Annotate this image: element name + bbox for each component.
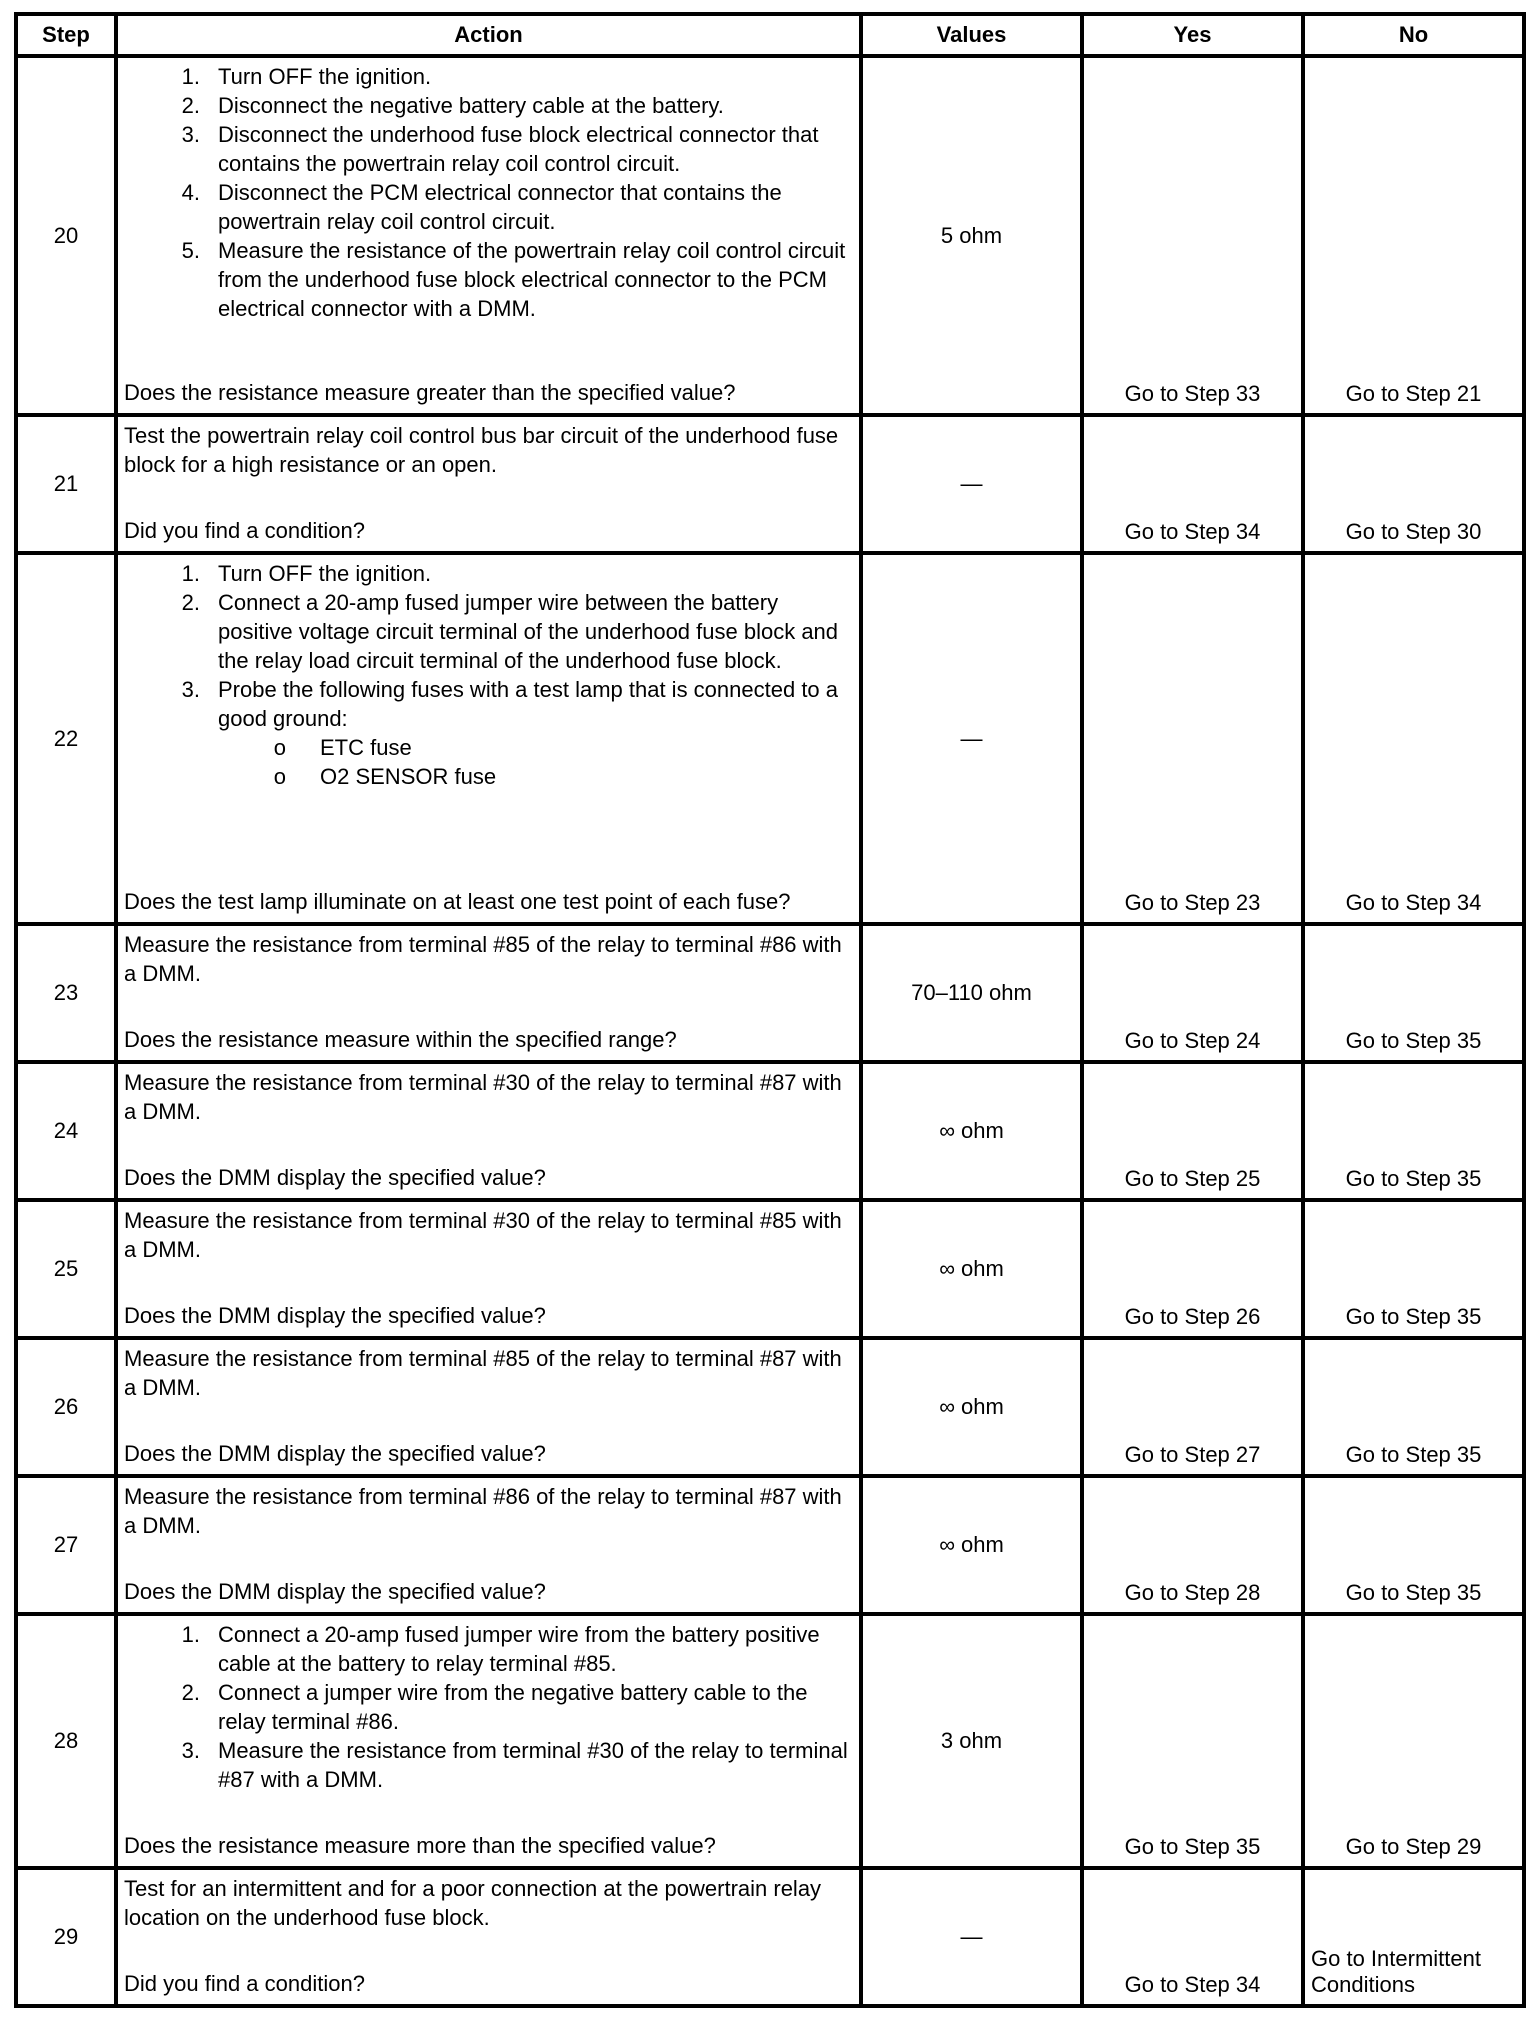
action-step: 1. Turn OFF the ignition.: [181, 561, 432, 586]
no-cell: Go to Step 34: [1303, 553, 1524, 924]
action-question: Does the test lamp illuminate on at least one test point of each fuse?: [124, 889, 791, 914]
value-cell: 70–110 ohm: [861, 924, 1082, 1062]
table-row: [16, 553, 1524, 924]
action-step: 3. Disconnect the underhood fuse block electrical connector that contains the powertrain relay coil control circuit.: [181, 122, 819, 176]
yes-cell: Go to Step 34: [1082, 415, 1303, 553]
action-cell: [116, 415, 861, 553]
header-values: Values: [861, 14, 1082, 56]
action-question: Does the resistance measure greater than the specified value?: [124, 380, 736, 405]
step-number: 29: [16, 1868, 116, 2006]
action-step: 5. Measure the resistance of the powertrain relay coil control circuit from the underhood fuse block electrical connector to the PCM electrical connector with a DMM.: [181, 238, 846, 321]
action-cell: [116, 1476, 861, 1614]
action-question: Does the DMM display the specified value?: [124, 1303, 546, 1328]
table-row: [16, 1062, 1524, 1200]
action-question: Does the DMM display the specified value?: [124, 1441, 546, 1466]
no-cell: Go to Step 29: [1303, 1614, 1524, 1868]
table-row: [16, 1476, 1524, 1614]
value-cell: ∞ ohm: [861, 1062, 1082, 1200]
no-cell: Go to Step 35: [1303, 1476, 1524, 1614]
action-question: Does the DMM display the specified value?: [124, 1165, 546, 1190]
table-row: [16, 415, 1524, 553]
table-row: [16, 924, 1524, 1062]
value-cell: —: [861, 1868, 1082, 2006]
header-no: No: [1303, 14, 1524, 56]
action-step: 3. Probe the following fuses with a test lamp that is connected to a good ground:: [181, 677, 839, 731]
value-cell: ∞ ohm: [861, 1338, 1082, 1476]
no-cell: Go to Step 35: [1303, 924, 1524, 1062]
no-cell: Go to Step 35: [1303, 1200, 1524, 1338]
diagnostic-table: [14, 12, 1526, 2008]
header-step: Step: [16, 14, 116, 56]
step-number: 26: [16, 1338, 116, 1476]
action-step: 1. Turn OFF the ignition.: [181, 64, 432, 89]
action-question: Does the resistance measure within the specified range?: [124, 1027, 677, 1052]
yes-cell: Go to Step 25: [1082, 1062, 1303, 1200]
action-question: Did you find a condition?: [124, 1971, 365, 1996]
value-cell: ∞ ohm: [861, 1200, 1082, 1338]
table-row: [16, 56, 1524, 415]
yes-cell: Go to Step 27: [1082, 1338, 1303, 1476]
value-cell: —: [861, 553, 1082, 924]
header-action: Action: [116, 14, 861, 56]
action-cell: [116, 1200, 861, 1338]
value-cell: 3 ohm: [861, 1614, 1082, 1868]
action-cell: [116, 1062, 861, 1200]
action-cell: [116, 1868, 861, 2006]
action-step: 4. Disconnect the PCM electrical connector that contains the powertrain relay coil control circuit.: [181, 180, 782, 234]
header-yes: Yes: [1082, 14, 1303, 56]
yes-cell: Go to Step 33: [1082, 56, 1303, 415]
action-steps: [124, 1620, 853, 1794]
table-row: [16, 1338, 1524, 1476]
no-cell: Go to Step 35: [1303, 1338, 1524, 1476]
fuse-list: [124, 733, 853, 791]
step-number: 28: [16, 1614, 116, 1868]
action-text: Test the powertrain relay coil control bus bar circuit of the underhood fuse block for a high resistance or an open.: [124, 423, 839, 477]
action-text: Test for an intermittent and for a poor connection at the powertrain relay location on the underhood fuse block.: [124, 1876, 822, 1930]
action-cell: [116, 1614, 861, 1868]
yes-cell: Go to Step 28: [1082, 1476, 1303, 1614]
action-question: Does the resistance measure more than the specified value?: [124, 1833, 716, 1858]
fuse-item: o O2 SENSOR fuse: [273, 764, 497, 789]
action-step: 2. Connect a jumper wire from the negative battery cable to the relay terminal #86.: [181, 1680, 808, 1734]
action-question: Does the DMM display the specified value?: [124, 1579, 546, 1604]
action-cell: [116, 1338, 861, 1476]
action-text: Measure the resistance from terminal #30 of the relay to terminal #87 with a DMM.: [124, 1070, 842, 1124]
action-text: Measure the resistance from terminal #85 of the relay to terminal #87 with a DMM.: [124, 1346, 842, 1400]
table-row: [16, 1868, 1524, 2006]
value-cell: 5 ohm: [861, 56, 1082, 415]
yes-cell: Go to Step 35: [1082, 1614, 1303, 1868]
action-text: Measure the resistance from terminal #86 of the relay to terminal #87 with a DMM.: [124, 1484, 842, 1538]
step-number: 21: [16, 415, 116, 553]
action-cell: [116, 56, 861, 415]
no-cell: Go to Step 35: [1303, 1062, 1524, 1200]
action-steps: [124, 559, 853, 733]
action-steps: [124, 62, 853, 323]
table-row: [16, 1614, 1524, 1868]
action-text: Measure the resistance from terminal #30 of the relay to terminal #85 with a DMM.: [124, 1208, 842, 1262]
step-number: 20: [16, 56, 116, 415]
step-number: 24: [16, 1062, 116, 1200]
yes-cell: Go to Step 24: [1082, 924, 1303, 1062]
action-step: 2. Disconnect the negative battery cable at the battery.: [181, 93, 724, 118]
step-number: 25: [16, 1200, 116, 1338]
action-text: Measure the resistance from terminal #85 of the relay to terminal #86 with a DMM.: [124, 932, 842, 986]
yes-cell: Go to Step 26: [1082, 1200, 1303, 1338]
value-cell: ∞ ohm: [861, 1476, 1082, 1614]
action-question: Did you find a condition?: [124, 518, 365, 543]
action-step: 1. Connect a 20-amp fused jumper wire from the battery positive cable at the battery to relay terminal #85.: [181, 1622, 820, 1676]
yes-cell: Go to Step 34: [1082, 1868, 1303, 2006]
step-number: 22: [16, 553, 116, 924]
header-row: [16, 14, 1524, 56]
table-row: [16, 1200, 1524, 1338]
action-cell: [116, 553, 861, 924]
action-step: 2. Connect a 20-amp fused jumper wire between the battery positive voltage circuit terminal of the underhood fuse block and the relay load circuit terminal of the underhood fuse block.: [181, 590, 839, 673]
step-number: 27: [16, 1476, 116, 1614]
no-cell: Go to Step 30: [1303, 415, 1524, 553]
action-cell: [116, 924, 861, 1062]
step-number: 23: [16, 924, 116, 1062]
yes-cell: Go to Step 23: [1082, 553, 1303, 924]
action-step: 3. Measure the resistance from terminal #30 of the relay to terminal #87 with a DMM.: [181, 1738, 848, 1792]
fuse-item: o ETC fuse: [273, 735, 412, 760]
no-cell: Go to Intermittent Conditions: [1303, 1868, 1524, 2006]
no-cell: Go to Step 21: [1303, 56, 1524, 415]
value-cell: —: [861, 415, 1082, 553]
